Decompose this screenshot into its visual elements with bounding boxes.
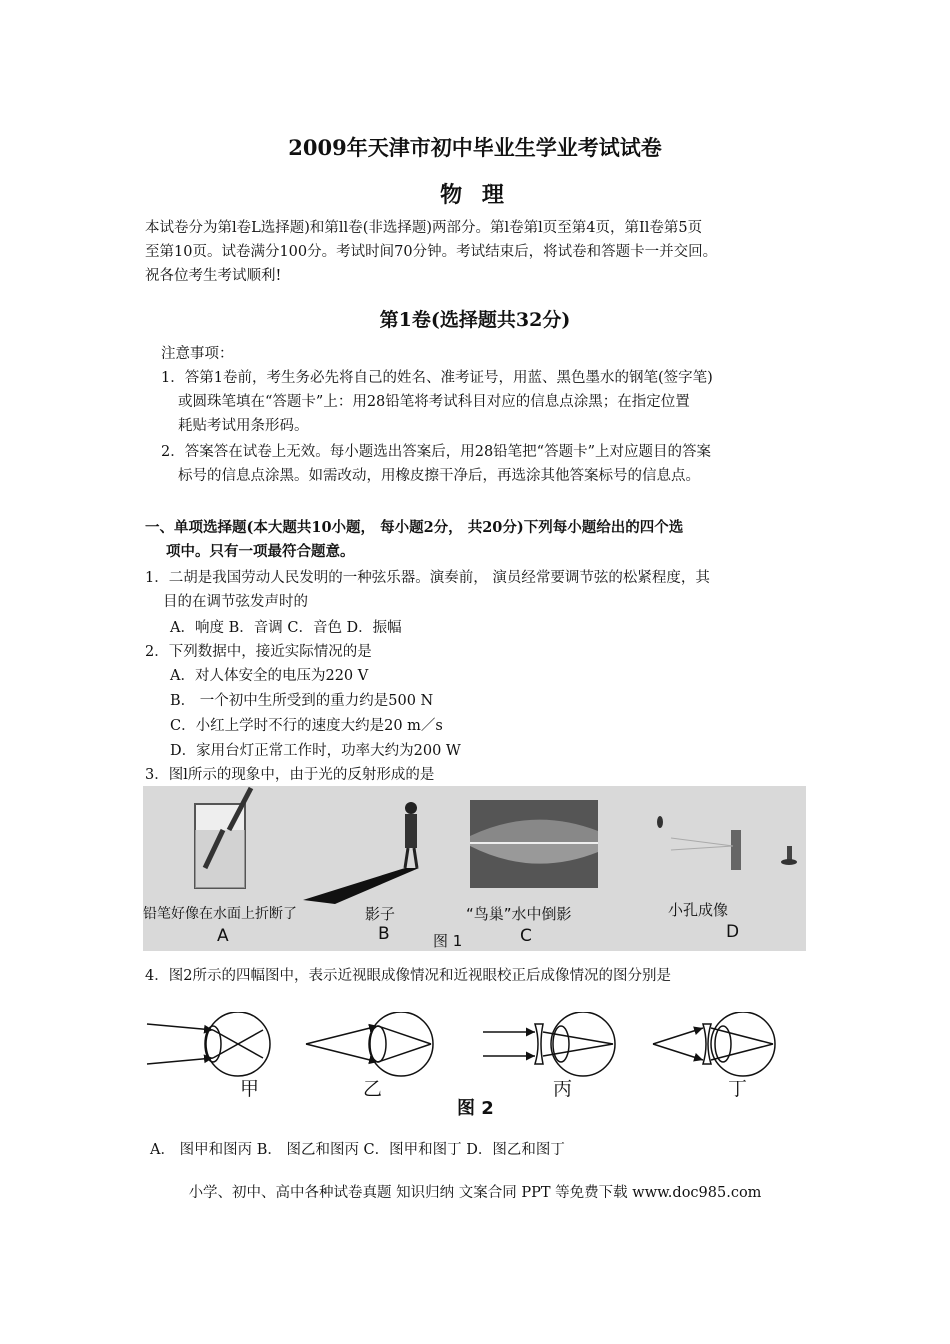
notice-line-2: 或圆珠笔填在“答题卡”上：用28铅笔将考试科目对应的信息点涂黑；在指定位置 (178, 394, 690, 410)
figure-2 (143, 1012, 806, 1120)
q3-stem: 3．图l所示的现象中，由于光的反射形成的是 (145, 767, 435, 783)
q2-option-c: C．小红上学时不行的速度大约是20 m／s (170, 718, 443, 734)
notice-line-3: 耗贴考试用条形码。 (178, 418, 309, 434)
notice-line-4: 2．答案答在试卷上无效。每小题选出答案后，用28铅笔把“答题卡”上对应题目的答案 (161, 444, 711, 460)
eye-diagram-bing (483, 1012, 615, 1076)
figure-1-caption-b: 影子 (365, 905, 396, 923)
pinhole-camera-illustration (653, 786, 797, 870)
figure-1-letter-c: C (520, 926, 532, 946)
q2-option-d: D．家用台灯正常工作时，功率大约为200 W (170, 743, 461, 759)
q2-option-b: B． 一个初中生所受到的重力约是500 N (170, 693, 434, 709)
figure-1-illustrations (143, 786, 806, 951)
notice-line-5: 标号的信息点涂黑。如需改动，用橡皮擦干净后，再选涂其他答案标号的信息点。 (178, 468, 700, 484)
figure-1-letter-b: B (378, 924, 390, 944)
figure-2-label-ding: 丁 (728, 1078, 748, 1100)
section-heading-line-1: 一、单项选择题(本大题共10小题， 每小题2分， 共20分)下列每小题给出的四个选 (145, 519, 684, 536)
birds-nest-reflection-illustration (470, 800, 598, 888)
page-footer: 小学、初中、高中各种试卷真题 知识归纳 文案合同 PPT 等免费下载 www.doc985.com (188, 1185, 762, 1201)
notice-heading: 注意事项： (161, 346, 234, 362)
q2-option-a: A．对人体安全的电压为220 V (170, 668, 369, 684)
figure-1-letter-a: A (217, 926, 229, 946)
eye-diagram-ding (653, 1012, 775, 1076)
figure-1-letter-d: D (726, 922, 740, 942)
figure-2-label-yi: 乙 (363, 1078, 383, 1100)
figure-2-label-jia: 甲 (240, 1078, 260, 1100)
figure-2-caption: 图 2 (457, 1098, 494, 1119)
figure-1 (143, 786, 806, 951)
figure-1-caption-a: 铅笔好像在水面上折断了 (143, 906, 297, 922)
intro-line-1: 本试卷分为第l卷L选择题)和第ll卷(非选择题)两部分。第l卷第l页至第4页，第Il卷第5页 (145, 220, 703, 236)
glass-pencil-illustration (195, 788, 251, 888)
part-title: 第1卷(选择题共32分) (379, 309, 571, 331)
eye-diagram-yi (306, 1012, 433, 1076)
q4-options: A． 图甲和图丙 B． 图乙和图丙 C．图甲和图丁 D．图乙和图丁 (150, 1142, 565, 1158)
q1-stem-2: 目的在调节弦发声时的 (163, 594, 308, 610)
q4-stem: 4．图2所示的四幅图中，表示近视眼成像情况和近视眼校正后成像情况的图分别是 (145, 968, 671, 984)
section-heading-line-2: 项中。只有一项最符合题意。 (166, 543, 355, 560)
figure-2-label-bing: 丙 (553, 1078, 573, 1100)
q1-stem-1: 1．二胡是我国劳动人民发明的一种弦乐器。演奏前， 演员经常要调节弦的松紧程度，其 (145, 570, 710, 586)
exam-title: 2009年天津市初中毕业生学业考试试卷 (288, 135, 662, 160)
eye-diagram-jia (147, 1012, 270, 1076)
q1-options: A．响度 B．音调 C．音色 D．振幅 (170, 620, 402, 636)
figure-1-label: 图 1 (433, 932, 463, 950)
person-shadow-illustration (303, 802, 419, 904)
figure-1-caption-d: 小孔成像 (668, 901, 729, 919)
intro-line-2: 至第10页。试卷满分100分。考试时间70分钟。考试结束后，将试卷和答题卡一并交回。 (145, 244, 718, 260)
intro-line-3: 祝各位考生考试顺利! (145, 268, 282, 284)
q2-stem: 2．下列数据中，接近实际情况的是 (145, 644, 372, 660)
notice-line-1: 1．答第1卷前，考生务必先将自己的姓名、准考证号，用蓝、黑色墨水的钢笔(签字笔) (161, 370, 713, 386)
figure-1-caption-c: “鸟巢”水中倒影 (466, 905, 572, 923)
subject-title: 物 理 (440, 182, 510, 208)
